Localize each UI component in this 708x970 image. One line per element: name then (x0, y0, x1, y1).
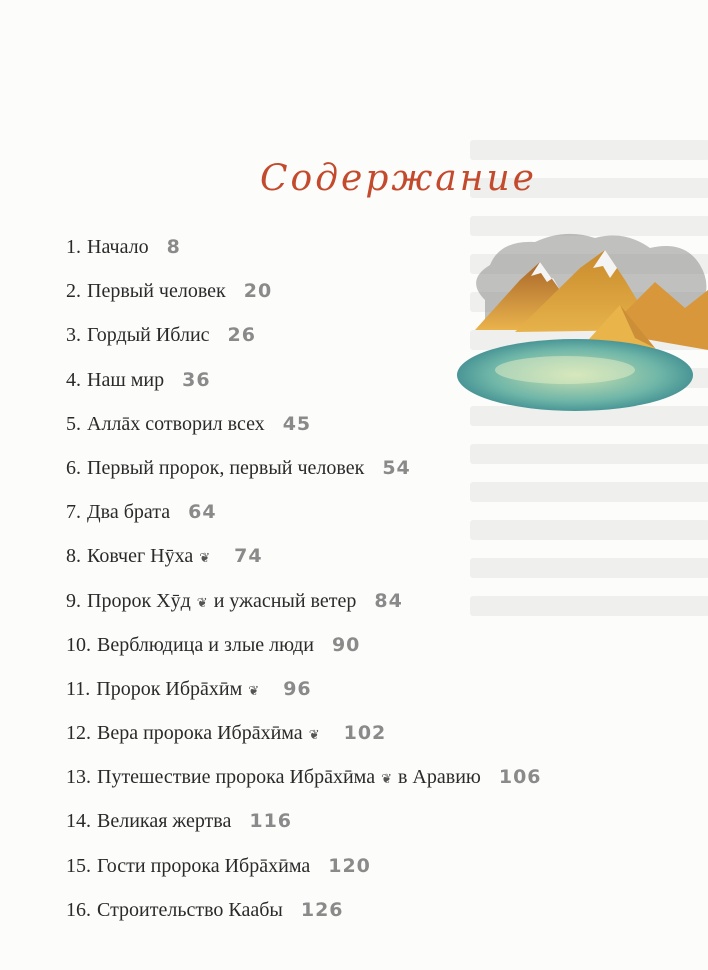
entry-title-part: и ужасный ветер (213, 589, 357, 612)
entry-number: 5. (66, 412, 81, 435)
entry-title (87, 369, 164, 392)
toc-entry[interactable] (66, 634, 542, 678)
entry-number: 13. (66, 766, 91, 789)
entry-page-number: 54 (382, 456, 411, 479)
entry-title-part: Наш мир (87, 368, 165, 391)
entry-title (87, 280, 226, 303)
entry-title (96, 678, 265, 701)
entry-title-part: Начало (87, 236, 149, 258)
entry-number: 7. (66, 501, 81, 524)
entry-number: 6. (66, 456, 81, 479)
entry-title-part: Путешествие пророка Ибрāхӣма (97, 766, 376, 789)
entry-title (87, 324, 210, 347)
toc-entry[interactable] (66, 457, 542, 501)
entry-page-number: 90 (331, 633, 361, 656)
toc-entry[interactable] (66, 810, 542, 854)
entry-number: 16. (66, 898, 91, 921)
entry-page-number: 116 (249, 810, 293, 833)
toc-entry[interactable] (66, 899, 542, 943)
entry-number: 10. (66, 633, 91, 656)
entry-title (97, 766, 481, 789)
entry-page-number: 102 (343, 722, 387, 745)
entry-page-number: 20 (243, 280, 273, 303)
entry-title (87, 236, 149, 259)
toc-entry[interactable] (66, 678, 542, 722)
entry-title (87, 590, 356, 613)
toc-entry[interactable] (66, 545, 542, 589)
entry-title (87, 457, 364, 480)
toc-entry[interactable] (66, 590, 542, 634)
entry-number: 4. (66, 368, 81, 391)
honorific-icon: ❦ (248, 683, 260, 699)
entry-title-part: Первый человек (87, 280, 226, 303)
entry-title (97, 899, 283, 922)
entry-title-part: Пророк Ибрāхӣм (96, 677, 243, 700)
entry-page-number: 96 (283, 677, 312, 700)
toc-entry[interactable] (66, 280, 542, 324)
entry-title-part: Первый пророк, первый человек (87, 456, 365, 479)
entry-title-part: Два брата (87, 501, 171, 524)
entry-title-part: Пророк Хӯд (87, 589, 191, 612)
entry-number: 3. (66, 324, 81, 347)
entry-title (87, 501, 170, 524)
toc-entry[interactable] (66, 324, 542, 368)
entry-page-number: 8 (166, 236, 181, 258)
entry-page-number: 26 (227, 324, 256, 347)
entry-title (97, 810, 231, 833)
toc-entry[interactable] (66, 501, 542, 545)
toc-entry[interactable] (66, 369, 542, 413)
entry-title-part: Гости пророка Ибрāхӣма (97, 854, 311, 877)
honorific-icon: ❦ (199, 551, 211, 567)
entry-title-part: Строительство Каабы (97, 898, 283, 921)
entry-title-part: Вера пророка Ибрāхӣма (97, 722, 303, 745)
entry-title (97, 634, 314, 657)
entry-page-number: 74 (234, 545, 263, 568)
entry-number: 15. (66, 854, 91, 877)
toc-entry[interactable] (66, 855, 542, 899)
entry-number: 11. (66, 677, 91, 700)
honorific-icon: ❦ (381, 772, 392, 788)
entry-number: 9. (66, 589, 81, 612)
toc-entry[interactable] (66, 722, 542, 766)
entry-title-part: в Аравию (397, 766, 481, 789)
entry-number: 2. (66, 280, 81, 303)
toc-entry[interactable] (66, 766, 542, 810)
entry-page-number: 36 (182, 368, 211, 391)
entry-title (97, 855, 310, 878)
entry-number: 14. (66, 810, 91, 833)
entry-title (87, 413, 265, 436)
entry-title-part: Ковчег Нӯха (87, 545, 194, 568)
entry-page-number: 106 (498, 766, 542, 789)
entry-title-part: Аллāх сотворил всех (87, 412, 265, 435)
entry-page-number: 64 (188, 501, 217, 524)
honorific-icon: ❦ (196, 595, 208, 611)
entry-page-number: 120 (328, 854, 371, 877)
entry-title-part: Верблюдица и злые люди (97, 633, 314, 656)
toc-entry[interactable] (66, 236, 542, 280)
entry-page-number: 84 (374, 589, 403, 612)
table-of-contents (66, 236, 542, 943)
entry-title-part: Гордый Иблис (87, 324, 210, 347)
entry-title (87, 545, 216, 568)
entry-page-number: 126 (300, 898, 344, 921)
entry-title (97, 722, 326, 745)
toc-entry[interactable] (66, 413, 542, 457)
entry-page-number: 45 (282, 412, 312, 435)
page-title: Содержание (260, 158, 537, 199)
entry-number: 12. (66, 722, 91, 745)
entry-number: 1. (66, 236, 81, 258)
entry-title-part: Великая жертва (97, 810, 232, 833)
honorific-icon: ❦ (308, 728, 320, 744)
entry-number: 8. (66, 545, 81, 568)
